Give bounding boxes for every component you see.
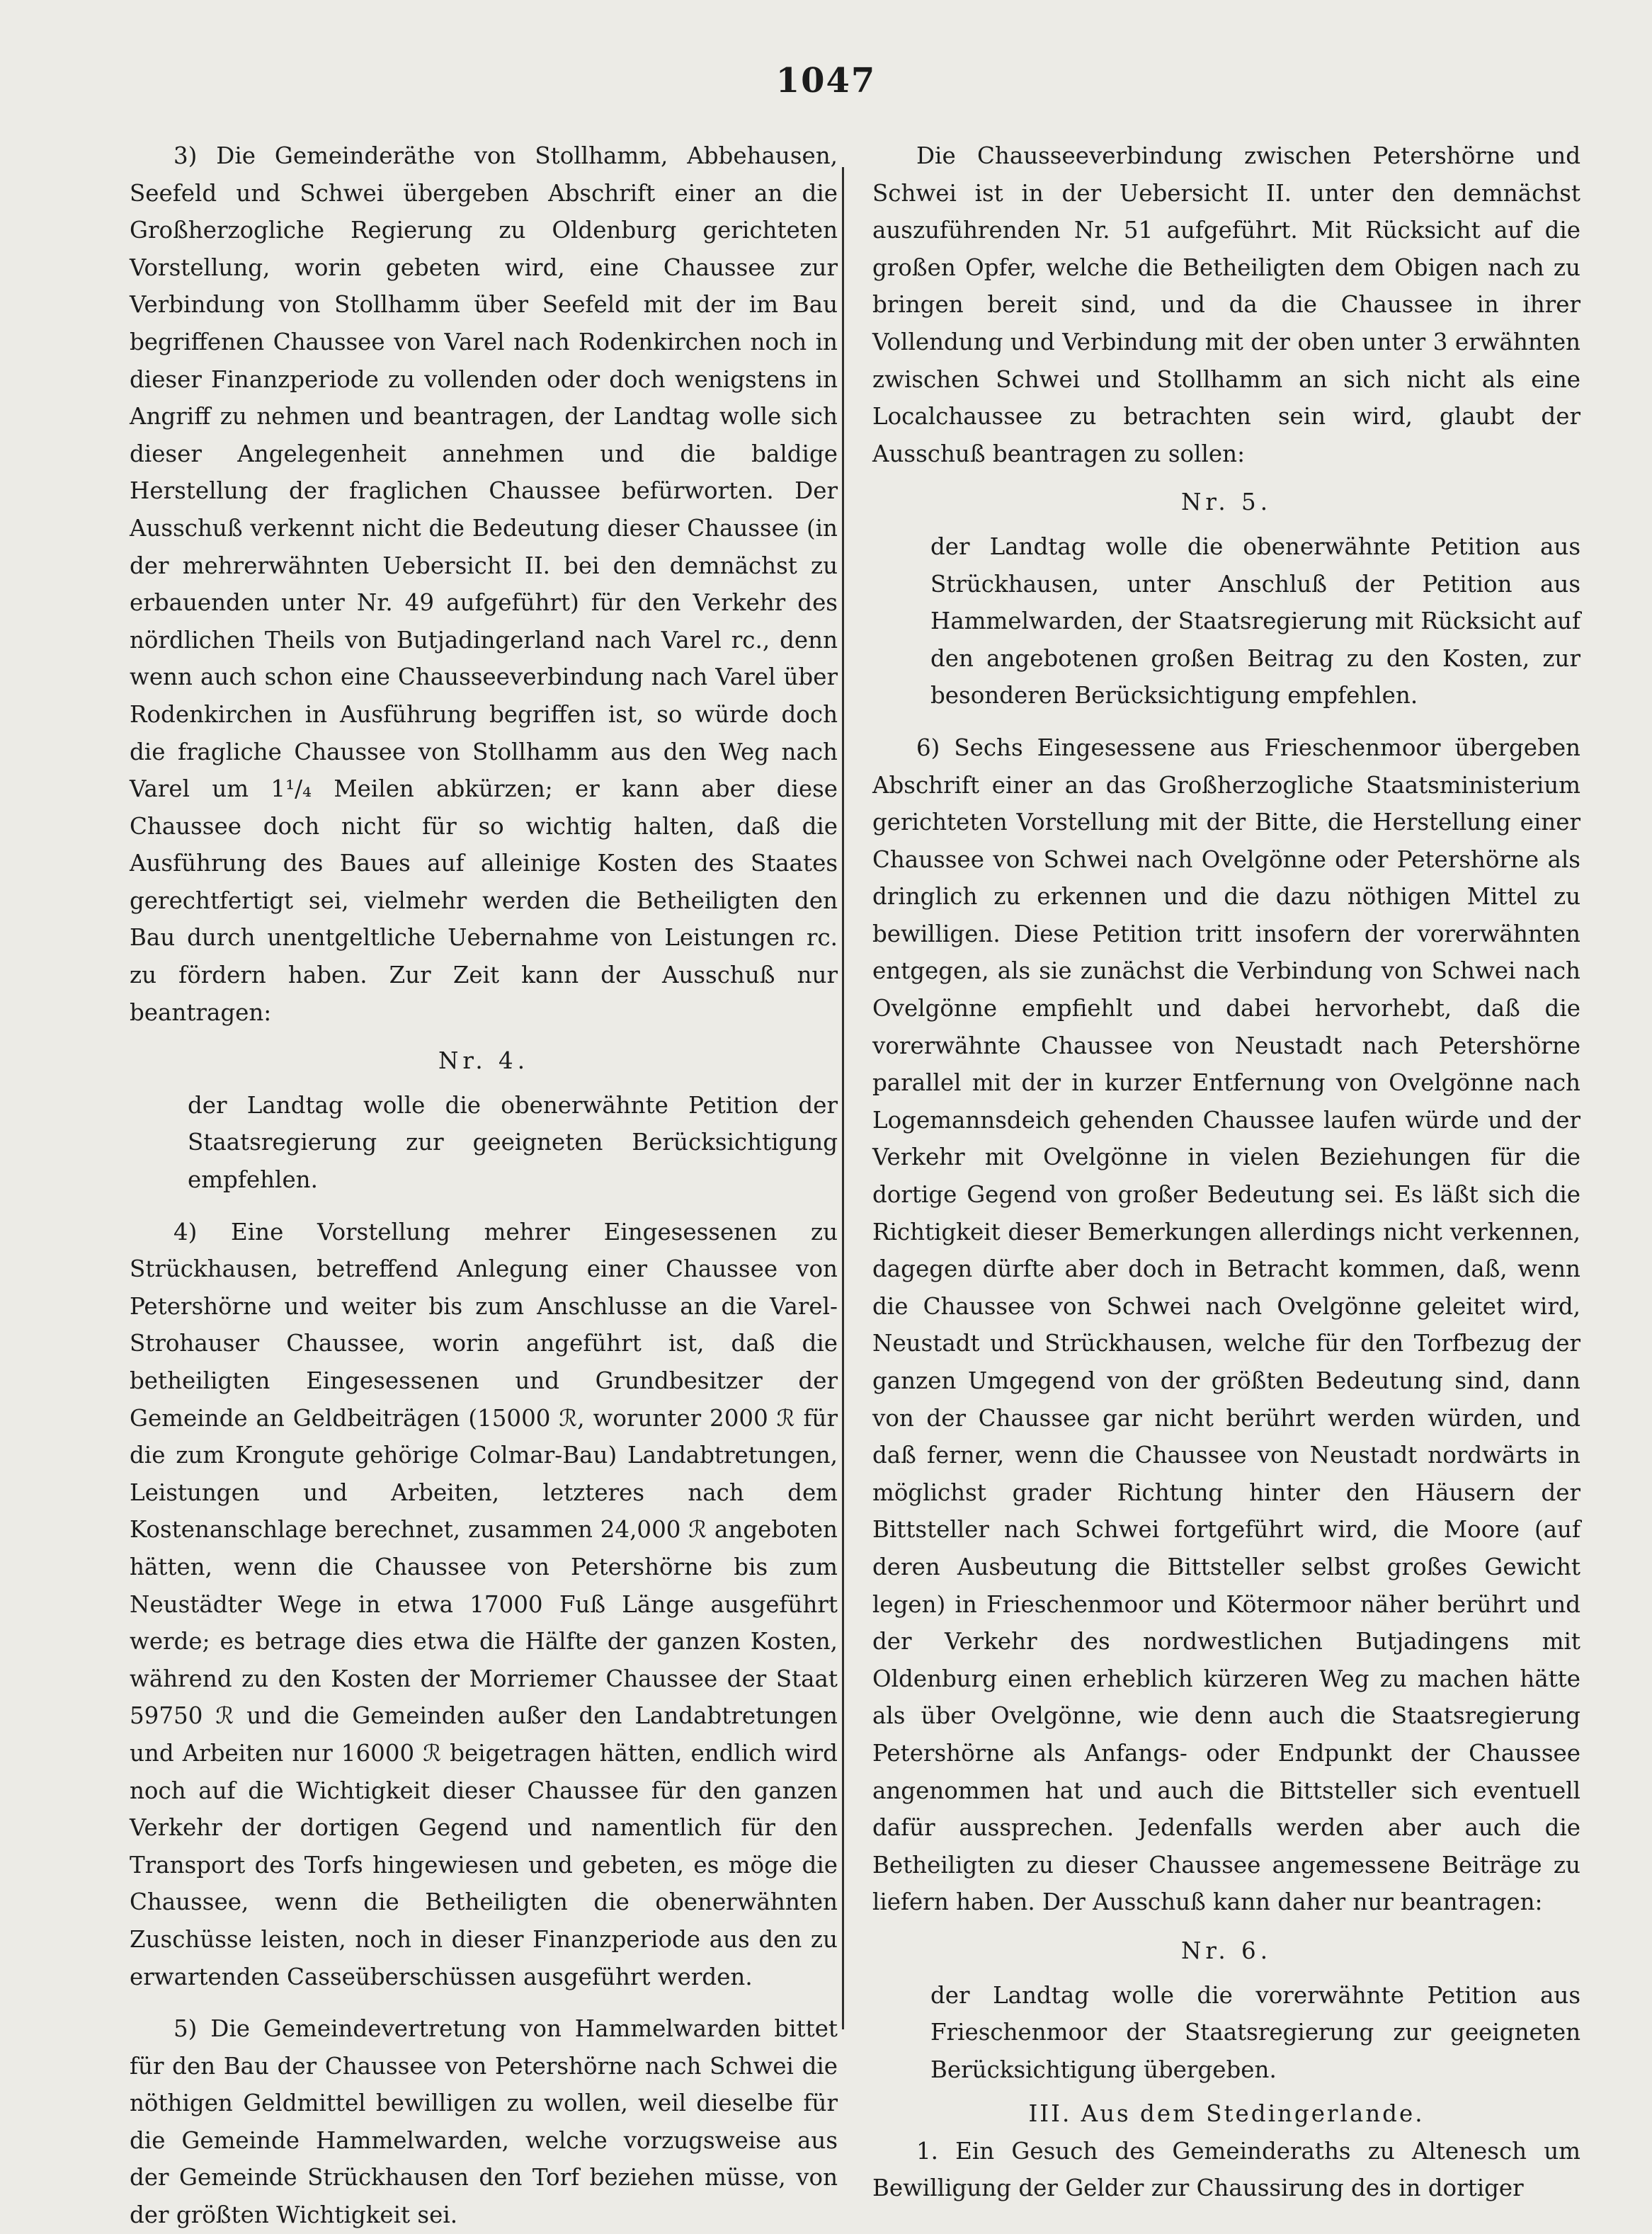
page-number: 1047 xyxy=(775,61,877,101)
section-heading-stedingerland: III. Aus dem Stedingerlande. xyxy=(1028,2100,1425,2128)
motion-5-text: der Landtag wolle die obenerwähnte Petition aus Strückhausen, unter Anschluß der Petition aus Hammelwarden, der Staatsregierung mit Rücksicht auf den angebotenen großen Beitrag zu den Kosten, zur besonderen Berücksichtigung empfehlen. xyxy=(930,532,1580,709)
paragraph-chausseeverbindung: Die Chausseeverbindung zwischen Petershörne und Schwei ist in der Uebersicht II. unter den demnächst auszuführenden Nr. 51 aufgeführt. Mit Rücksicht auf die großen Opfer, welche die Betheiligten dem Obigen nach zu bringen bereit sind, und da die Chaussee in ihrer Vollendung und Verbindung mit der oben unter 3 erwähnten zwischen Schwei und Stollhamm an sich nicht als eine Localchaussee zu betrachten sein wird, glaubt der Ausschuß beantragen zu sollen: xyxy=(872,142,1580,467)
motion-6-text: der Landtag wolle die vorerwähnte Petition aus Frieschenmoor der Staatsregierung zur geeigneten Berücksichtigung übergeben. xyxy=(930,1981,1580,2083)
motion-4-text: der Landtag wolle die obenerwähnte Petition der Staatsregierung zur geeigneten Berücksichtigung empfehlen. xyxy=(188,1091,838,1194)
paragraph-stedingerland-1: 1. Ein Gesuch des Gemeinderaths zu Altenesch um Bewilligung der Gelder zur Chaussirung des in dortiger xyxy=(872,2137,1580,2202)
paragraph-6: 6) Sechs Eingesessene aus Frieschenmoor übergeben Abschrift einer an das Großherzogliche Staatsministerium gerichteten Vorstellung mit der Bitte, die Herstellung einer Chaussee von Schwei nach Ovelgönne oder Petershörne als dringlich zu erkennen und die dazu nöthigen Mittel zu bewilligen. Diese Petition tritt insofern der vorerwähnten entgegen, als sie zunächst die Verbindung von Schwei nach Ovelgönne empfiehlt und dabei hervorhebt, daß die vorerwähnte Chaussee von Neustadt nach Petershörne parallel mit der in kurzer Entfernung von Ovelgönne nach Logemannsdeich gehenden Chaussee laufen würde und der Verkehr mit Ovelgönne in vielen Beziehungen für die dortige Gegend von großer Bedeutung sei. Es läßt sich die Richtigkeit dieser Bemerkungen allerdings nicht verkennen, dagegen dürfte aber doch in Betracht kommen, daß, wenn die Chaussee von Schwei nach Ovelgönne geleitet wird, Neustadt und Strückhausen, welche für den Torfbezug der ganzen Umgegend von der größten Bedeutung sind, dann von der Chaussee gar nicht berührt werden würden, und daß ferner, wenn die Chaussee von Neustadt nordwärts in möglichst grader Richtung hinter den Häusern der Bittsteller nach Schwei fortgeführt wird, die Moore (auf deren Ausbeutung die Bittsteller selbst großes Gewicht legen) in Frieschenmoor und Kötermoor näher berührt und der Verkehr des nordwestlichen Butjadingens mit Oldenburg einen erheblich kürzeren Weg zu machen hätte als über Ovelgönne, wie denn auch die Staatsregierung Petershörne als Anfangs- oder Endpunkt der Chaussee angenommen hat und auch die Bittsteller sich eventuell dafür aussprechen. Jedenfalls werden aber auch die Betheiligten zu dieser Chaussee angemessene Beiträge zu liefern haben. Der Ausschuß kann daher nur beantragen: xyxy=(872,734,1580,1916)
paragraph-4: 4) Eine Vorstellung mehrer Eingesessenen zu Strückhausen, betreffend Anlegung einer Chaussee von Petershörne und weiter bis zum Anschlusse an die Varel-Strohauser Chaussee, worin angeführt ist, daß die betheiligten Eingesessenen und Grundbesitzer der Gemeinde an Geldbeiträgen (15000 ℛ, worunter 2000 ℛ für die zum Krongute gehörige Colmar-Bau) Landabtretungen, Leistungen und Arbeiten, letzteres nach dem Kostenanschlage berechnet, zusammen 24,000 ℛ angeboten hätten, wenn die Chaussee von Petershörne bis zum Neustädter Wege in etwa 17000 Fuß Länge ausgeführt werde; es betrage dies etwa die Hälfte der ganzen Kosten, während zu den Kosten der Morriemer Chaussee der Staat 59750 ℛ und die Gemeinden außer den Landabtretungen und Arbeiten nur 16000 ℛ beigetragen hätten, endlich wird noch auf die Wichtigkeit dieser Chaussee für den ganzen Verkehr der dortigen Gegend und namentlich für den Transport des Torfs hingewiesen und gebeten, es möge die Chaussee, wenn die Betheiligten die obenerwähnten Zuschüsse leisten, noch in dieser Finanzperiode aus den zu erwartenden Casseüberschüssen ausgeführt werden. xyxy=(130,1218,838,1990)
paragraph-3: 3) Die Gemeinderäthe von Stollhamm, Abbehausen, Seefeld und Schwei übergeben Abschrift einer an die Großherzogliche Regierung zu Oldenburg gerichteten Vorstellung, worin gebeten wird, eine Chaussee zur Verbindung von Stollhamm über Seefeld mit der im Bau begriffenen Chaussee von Varel nach Rodenkirchen noch in dieser Finanzperiode zu vollenden oder doch wenigstens in Angriff zu nehmen und beantragen, der Landtag wolle sich dieser Angelegenheit annehmen und die baldige Herstellung der fraglichen Chaussee befürworten. Der Ausschuß verkennt nicht die Bedeutung dieser Chaussee (in der mehrerwähnten Uebersicht II. bei den demnächst zu erbauenden unter Nr. 49 aufgeführt) für den Verkehr des nördlichen Theils von Butjadingerland nach Varel rc., denn wenn auch schon eine Chausseeverbindung nach Varel über Rodenkirchen in Ausführung begriffen ist, so würde doch die fragliche Chaussee von Stollhamm aus den Weg nach Varel um 1¹/₄ Meilen abkürzen; er kann aber diese Chaussee doch nicht für so wichtig halten, daß die Ausführung des Baues auf alleinige Kosten des Staates gerechtfertigt sei, vielmehr werden die Betheiligten den Bau durch unentgeltliche Uebernahme von Leistungen rc. zu fördern haben. Zur Zeit kann der Ausschuß nur beantragen: xyxy=(130,142,838,1026)
motion-number-6: Nr. 6. xyxy=(1180,1937,1272,1964)
column-divider xyxy=(842,167,844,2029)
motion-number-5: Nr. 5. xyxy=(1180,489,1272,516)
motion-number-4: Nr. 4. xyxy=(438,1047,530,1075)
left-column xyxy=(130,137,838,2234)
right-column xyxy=(872,137,1580,2207)
paragraph-5: 5) Die Gemeindevertretung von Hammelwarden bittet für den Bau der Chaussee von Petershörne nach Schwei die nöthigen Geldmittel bewilligen zu wollen, weil dieselbe für die Gemeinde Hammelwarden, welche vorzugsweise aus der Gemeinde Strückhausen den Torf beziehen müsse, von der größten Wichtigkeit sei. xyxy=(130,2015,838,2229)
